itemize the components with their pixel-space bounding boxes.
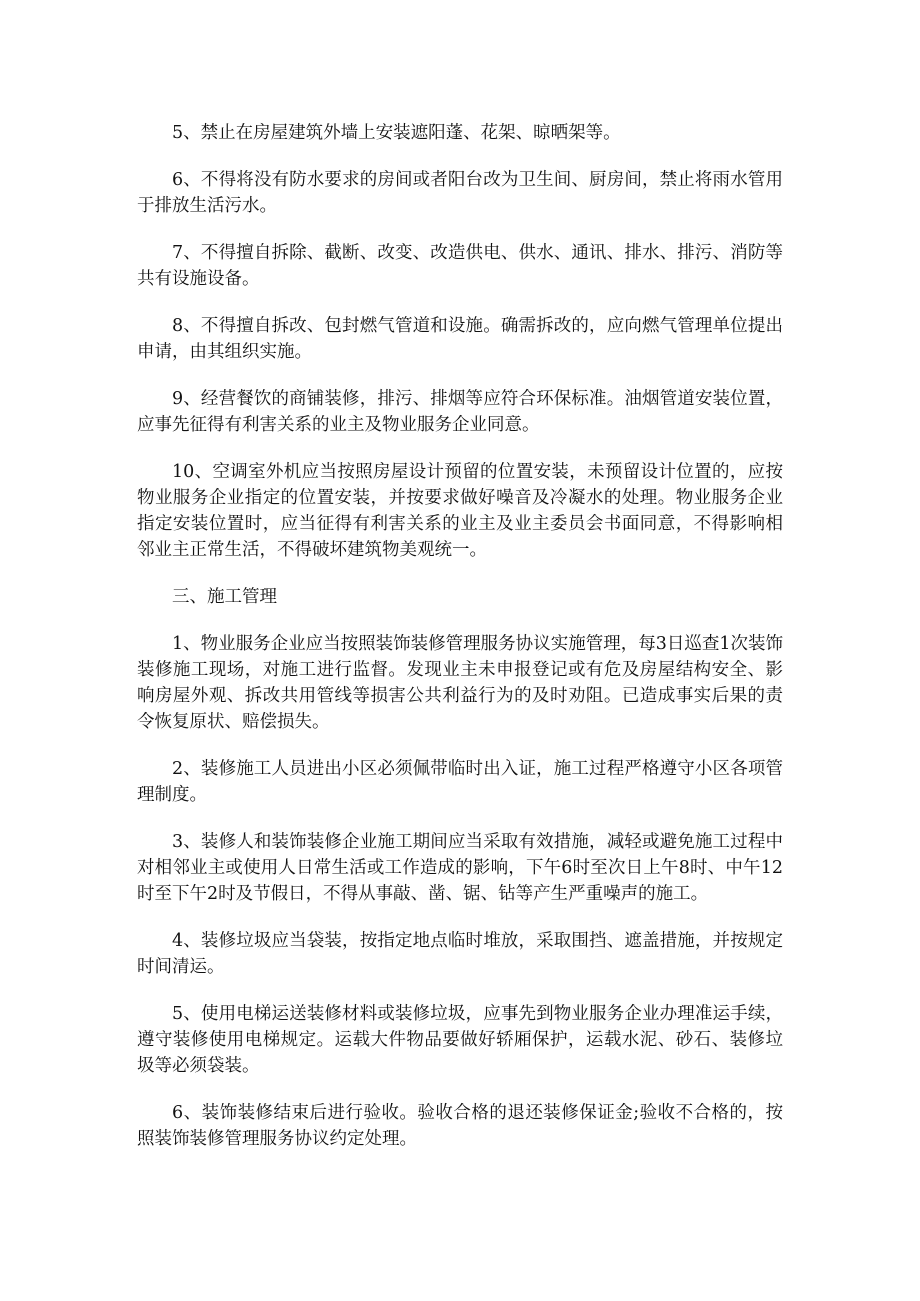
rule-item-10: 10、空调室外机应当按照房屋设计预留的位置安装，未预留设计位置的，应按物业服务企业指定的位置安装，并按要求做好噪音及冷凝水的处理。物业服务企业指定安装位置时，应当征得有利害关系的业主及业主委员会书面同意，不得影响相邻业主正常生活，不得破坏建筑物美观统一。 [137,462,783,560]
rule-item-7: 7、不得擅自拆除、截断、改变、改造供电、供水、通讯、排水、排污、消防等共有设施设备。 [137,243,783,289]
construction-item-5: 5、使用电梯运送装修材料或装修垃圾，应事先到物业服务企业办理准运手续，遵守装修使用电梯规定。运载大件物品要做好轿厢保护，运载水泥、砂石、装修垃圾等必须袋装。 [137,1004,783,1076]
rule-item-6: 6、不得将没有防水要求的房间或者阳台改为卫生间、厨房间，禁止将雨水管用于排放生活污水。 [137,170,783,216]
construction-item-4: 4、装修垃圾应当袋装，按指定地点临时堆放，采取围挡、遮盖措施，并按规定时间清运。 [137,931,783,977]
construction-item-2: 2、装修施工人员进出小区必须佩带临时出入证，施工过程严格遵守小区各项管理制度。 [137,759,783,805]
construction-item-3: 3、装修人和装饰装修企业施工期间应当采取有效措施，减轻或避免施工过程中对相邻业主或使用人日常生活或工作造成的影响，下午6时至次日上午8时、中午12时至下午2时及节假日，不得从事敲、凿、锯、钻等产生严重噪声的施工。 [137,832,783,904]
document-body [137,120,783,1173]
rule-item-9: 9、经营餐饮的商铺装修，排污、排烟等应符合环保标准。油烟管道安装位置，应事先征得有利害关系的业主及物业服务企业同意。 [137,389,783,435]
construction-item-1: 1、物业服务企业应当按照装饰装修管理服务协议实施管理，每3日巡查1次装饰装修施工现场，对施工进行监督。发现业主未申报登记或有危及房屋结构安全、影响房屋外观、拆改共用管线等损害公共利益行为的及时劝阻。已造成事实后果的责令恢复原状、赔偿损失。 [137,634,783,732]
construction-item-6: 6、装饰装修结束后进行验收。验收合格的退还装修保证金;验收不合格的，按照装饰装修管理服务协议约定处理。 [137,1103,783,1149]
rule-item-8: 8、不得擅自拆改、包封燃气管道和设施。确需拆改的，应向燃气管理单位提出申请，由其组织实施。 [137,316,783,362]
section-title: 三、施工管理 [172,587,277,607]
rule-item-5: 5、禁止在房屋建筑外墙上安装遮阳蓬、花架、晾晒架等。 [172,123,621,143]
